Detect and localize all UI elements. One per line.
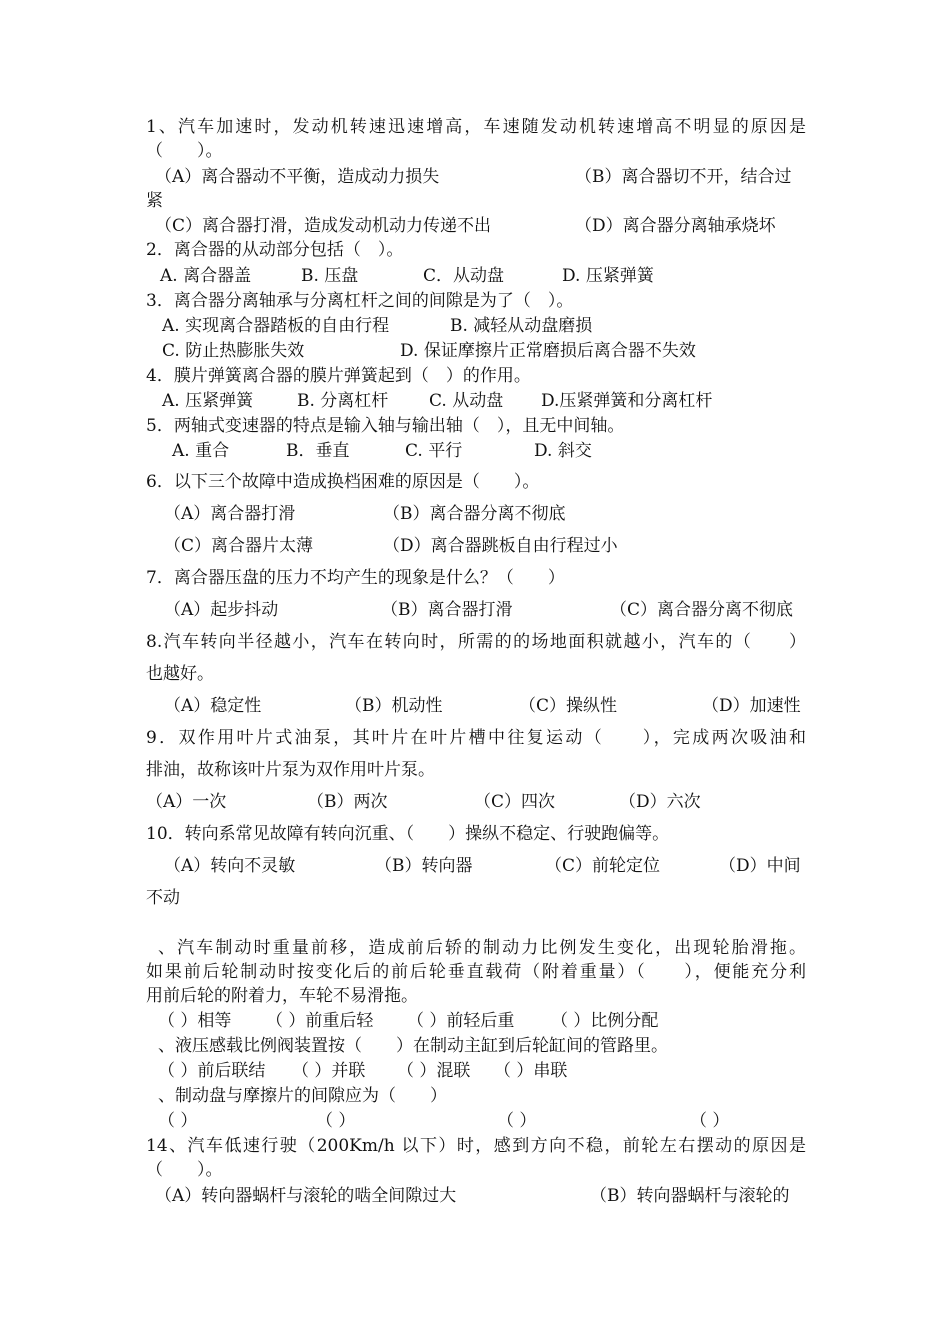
q2-option-c: C．从动盘: [423, 266, 505, 286]
q4-stem: 4．膜片弹簧离合器的膜片弹簧起到（ ）的作用。: [146, 366, 531, 386]
q11-option-d: （ ）比例分配: [551, 1011, 659, 1031]
q12-stem: 、液压感载比例阀装置按（ ）在制动主缸到后轮缸间的管路里。: [158, 1036, 668, 1056]
q11-stem-line3: 用前后轮的附着力，车轮不易滑拖。: [146, 986, 418, 1006]
q9-option-a: （A）一次: [146, 792, 227, 812]
q12-option-c: （ ）混联: [397, 1061, 471, 1081]
q1-stem-line2: （ ）。: [146, 141, 223, 161]
q3-option-c: C. 防止热膨胀失效: [162, 341, 305, 361]
q8-option-d: （D）加速性: [702, 696, 801, 716]
q14-option-b: （B）转向器蜗杆与滚轮的: [590, 1186, 790, 1206]
q4-option-c: C. 从动盘: [429, 391, 504, 411]
q14-stem-line2: （ ）。: [146, 1160, 223, 1180]
q1-option-d: （D）离合器分离轴承烧坏: [575, 216, 776, 236]
q4-option-d: D.压紧弹簧和分离杠杆: [541, 391, 713, 411]
q8-option-a: （A）稳定性: [164, 696, 262, 716]
q13-stem: 、制动盘与摩擦片的间隙应为（ ）: [158, 1086, 447, 1106]
q1-option-b: （B）离合器切不开，结合过: [575, 167, 792, 187]
q5-option-c: C. 平行: [405, 441, 463, 461]
q5-stem: 5．两轴式变速器的特点是输入轴与输出轴（ ），且无中间轴。: [146, 416, 625, 436]
q12-option-b: （ ）并联: [292, 1061, 366, 1081]
q13-option-c: （ ）: [497, 1111, 537, 1131]
q6-option-c: （C）离合器片太薄: [164, 536, 314, 556]
q7-option-b: （B）离合器打滑: [381, 600, 513, 620]
q3-stem: 3．离合器分离轴承与分离杠杆之间的间隙是为了（ ）。: [146, 291, 574, 311]
q11-option-a: （ ）相等: [158, 1011, 232, 1031]
q7-stem: 7．离合器压盘的压力不均产生的现象是什么？（ ）: [146, 568, 565, 588]
q9-stem-line2: 排油，故称该叶片泵为双作用叶片泵。: [146, 760, 435, 780]
q10-option-d: （D）中间: [719, 856, 801, 876]
q6-stem: 6．以下三个故障中造成换档困难的原因是（ ）。: [146, 472, 540, 492]
q6-option-a: （A）离合器打滑: [164, 504, 296, 524]
q13-option-b: （ ）: [316, 1111, 356, 1131]
q10-option-a: （A）转向不灵敏: [164, 856, 296, 876]
q3-option-d: D. 保证摩擦片正常磨损后离合器不失效: [400, 341, 696, 361]
q14-stem-line1: 14、汽车低速行驶（200Km/h 以下）时，感到方向不稳，前轮左右摆动的原因是: [146, 1136, 806, 1156]
q11-option-b: （ ）前重后轻: [266, 1011, 374, 1031]
q9-option-d: （D）六次: [619, 792, 701, 812]
q10-option-c: （C）前轮定位: [545, 856, 661, 876]
q5-option-d: D. 斜交: [534, 441, 592, 461]
q5-option-b: B．垂直: [286, 441, 350, 461]
q2-option-d: D. 压紧弹簧: [562, 266, 654, 286]
q3-option-b: B. 减轻从动盘磨损: [450, 316, 593, 336]
q7-option-c: （C）离合器分离不彻底: [610, 600, 794, 620]
q10-option-d-continued: 不动: [146, 888, 180, 908]
q10-stem: 10．转向系常见故障有转向沉重、（ ）操纵不稳定、行驶跑偏等。: [146, 824, 670, 844]
q12-option-a: （ ）前后联结: [158, 1061, 266, 1081]
q6-option-d: （D）离合器跳板自由行程过小: [383, 536, 618, 556]
q5-option-a: A. 重合: [172, 441, 230, 461]
q2-stem: 2．离合器的从动部分包括（ ）。: [146, 240, 404, 260]
q1-option-c: （C）离合器打滑，造成发动机动力传递不出: [155, 216, 492, 236]
q9-stem-line1: 9．双作用叶片式油泵，其叶片在叶片槽中往复运动（ ），完成两次吸油和: [146, 728, 806, 748]
q12-option-d: （ ）串联: [494, 1061, 568, 1081]
q11-stem-line2: 如果前后轮制动时按变化后的前后轮垂直载荷（附着重量）（ ），便能充分利: [146, 962, 806, 982]
q13-option-d: （ ）: [690, 1111, 730, 1131]
q9-option-c: （C）四次: [474, 792, 556, 812]
q2-option-a: A. 离合器盖: [160, 266, 252, 286]
q1-stem-line1: 1、汽车加速时，发动机转速迅速增高，车速随发动机转速增高不明显的原因是: [146, 117, 806, 137]
q13-option-a: （ ）: [158, 1111, 198, 1131]
q11-stem-line1: 、汽车制动时重量前移，造成前后轿的制动力比例发生变化，出现轮胎滑拖。: [158, 938, 806, 958]
q11-option-c: （ ）前轻后重: [407, 1011, 515, 1031]
q8-option-b: （B）机动性: [345, 696, 443, 716]
q6-option-b: （B）离合器分离不彻底: [383, 504, 566, 524]
q1-option-a: （A）离合器动不平衡，造成动力损失: [155, 167, 440, 187]
q8-stem-line1: 8.汽车转向半径越小，汽车在转向时，所需的的场地面积就越小，汽车的（ ）: [146, 632, 806, 652]
q2-option-b: B. 压盘: [301, 266, 359, 286]
q4-option-a: A. 压紧弹簧: [162, 391, 254, 411]
q7-option-a: （A）起步抖动: [164, 600, 279, 620]
q4-option-b: B. 分离杠杆: [297, 391, 389, 411]
q3-option-a: A. 实现离合器踏板的自由行程: [162, 316, 390, 336]
q9-option-b: （B）两次: [307, 792, 388, 812]
q14-option-a: （A）转向器蜗杆与滚轮的啮全间隙过大: [155, 1186, 457, 1206]
q10-option-b: （B）转向器: [375, 856, 473, 876]
q1-option-b-continued: 紧: [146, 191, 163, 211]
q8-option-c: （C）操纵性: [519, 696, 618, 716]
q8-stem-line2: 也越好。: [146, 664, 214, 684]
